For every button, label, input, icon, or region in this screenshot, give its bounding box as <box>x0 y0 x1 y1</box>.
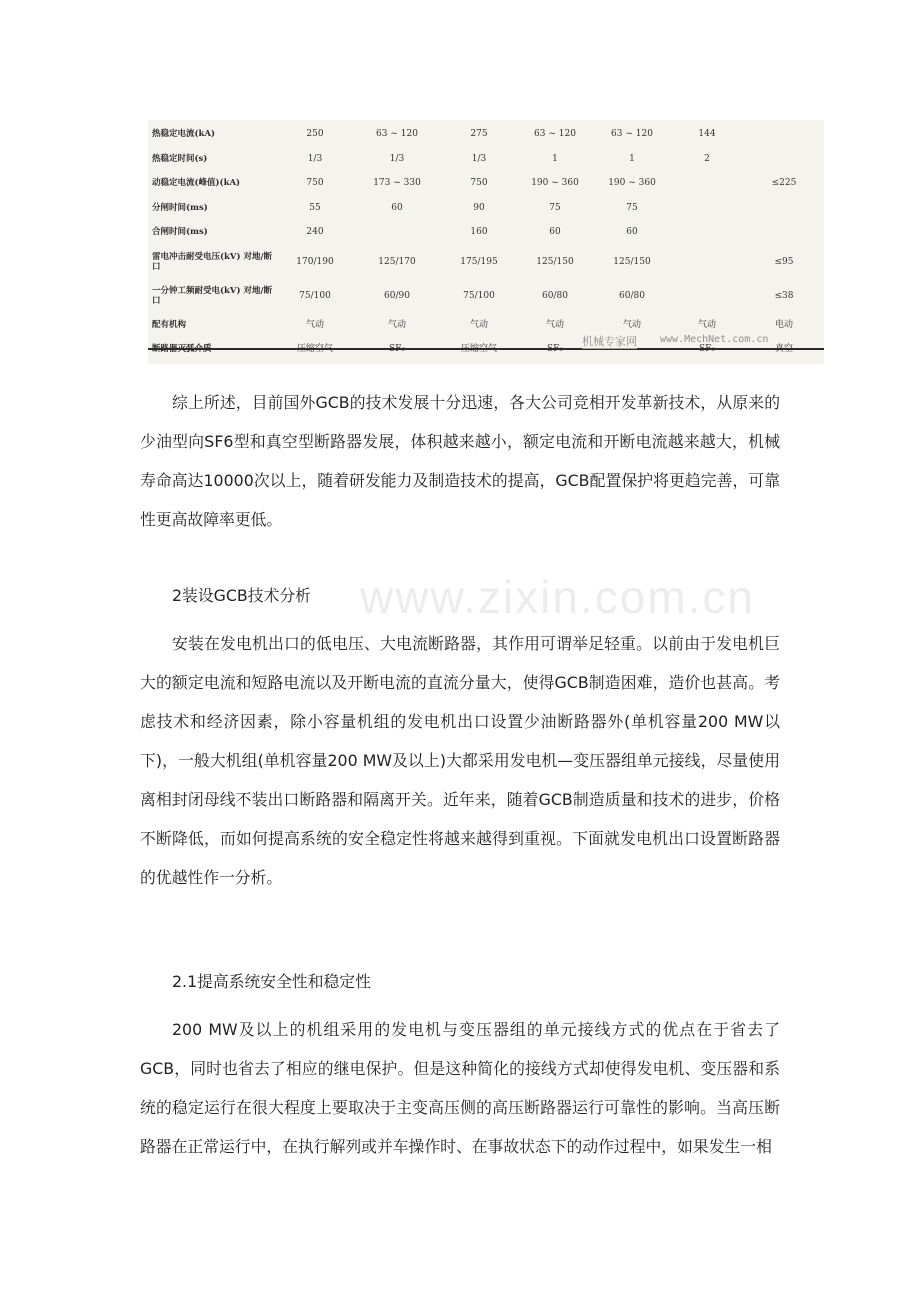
spec-cell <box>670 279 744 313</box>
spec-param-label: 一分钟工频耐受电(kV) 对地/断口 <box>152 285 273 306</box>
spec-table-row <box>148 279 824 313</box>
spec-cell: 170/190 <box>296 256 334 267</box>
spec-cell: 1/3 <box>389 153 405 164</box>
spec-param-label: 配有机构 <box>152 319 187 330</box>
spec-param-label: 分闸时间(ms) <box>152 202 208 213</box>
spec-cell: 气动 <box>697 319 716 330</box>
spec-cell: 气动 <box>387 319 406 330</box>
spec-cell: ≤225 <box>771 178 797 189</box>
spec-cell <box>744 122 824 147</box>
spec-table-scan <box>148 120 824 364</box>
spec-cell: 气动 <box>469 319 488 330</box>
spec-cell <box>744 220 824 245</box>
spec-table-row <box>148 122 824 147</box>
spec-cell: 1 <box>552 153 558 164</box>
spec-cell: 750 <box>470 178 488 189</box>
spec-cell: ≤95 <box>774 256 794 267</box>
spec-table-row <box>148 196 824 221</box>
spec-cell: 90 <box>473 202 485 213</box>
spec-cell: 275 <box>470 129 488 140</box>
spec-cell: 175/195 <box>460 256 498 267</box>
spec-cell: 60/80 <box>619 290 645 301</box>
spec-cell: 240 <box>306 227 324 238</box>
spec-cell: 190 ~ 360 <box>531 178 579 189</box>
spec-param-label: 合闸时间(ms) <box>152 227 208 238</box>
spec-param-label: 动稳定电流(峰值)(kA) <box>152 178 241 189</box>
spec-cell: 125/150 <box>613 256 651 267</box>
spec-cell: 75/100 <box>463 290 495 301</box>
spec-param-label: 热稳定时间(s) <box>152 153 208 164</box>
spec-cell: 75 <box>549 202 561 213</box>
spec-cell: 电动 <box>774 319 793 330</box>
spec-param-label: 雷电冲击耐受电压(kV) 对地/断口 <box>152 251 273 272</box>
spec-cell: 1/3 <box>471 153 487 164</box>
paragraph-stability: 200 MW及以上的机组采用的发电机与变压器组的单元接线方式的优点在于省去了GCB，同时也省去了相应的继电保护。但是这种简化的接线方式却使得发电机、变压器和系统的稳定运行在很大程度上要取决于主变高压侧的高压断路器运行可靠性的影响。当高压断路器在正常运行中，在执行解列或并车操作时、在事故状态下的动作过程中，如果发生一相 <box>140 1020 780 1156</box>
spec-cell: 125/150 <box>536 256 574 267</box>
spec-table-row <box>148 171 824 196</box>
spec-cell: 气动 <box>305 319 324 330</box>
spec-cell: 60 <box>549 227 561 238</box>
spec-cell <box>352 220 442 245</box>
spec-cell: ≤38 <box>774 290 794 301</box>
spec-cell: 75 <box>626 202 638 213</box>
spec-cell: 63 ~ 120 <box>376 129 418 140</box>
spec-cell: 63 ~ 120 <box>534 129 576 140</box>
spec-cell: 75/100 <box>299 290 331 301</box>
spec-cell: 144 <box>698 129 716 140</box>
spec-cell <box>670 245 744 279</box>
paragraph-summary: 综上所述，目前国外GCB的技术发展十分迅速，各大公司竞相开发革新技术，从原来的少油型向SF6型和真空型断路器发展，体积越来越小，额定电流和开断电流越来越大，机械寿命高达10000次以上，随着研发能力及制造技术的提高，GCB配置保护将更趋完善，可靠性更高故障率更低。 <box>140 393 780 529</box>
spec-cell: 63 ~ 120 <box>611 129 653 140</box>
spec-cell <box>670 171 744 196</box>
spec-cell: 190 ~ 360 <box>608 178 656 189</box>
spec-cell: 60/90 <box>384 290 410 301</box>
paragraph-analysis: 安装在发电机出口的低电压、大电流断路器，其作用可谓举足轻重。以前由于发电机巨大的额定电流和短路电流以及开断电流的直流分量大，使得GCB制造困难，造价也甚高。考虑技术和经济因素，除小容量机组的发电机出口设置少油断路器外(单机容量200 MW以下)，一般大机组(单机容量200 MW及以上)大都采用发电机—变压器组单元接线，尽量使用离相封闭母线不装出口断路器和隔离开关。近年来，随着GCB制造质量和技术的进步，价格不断降低，而如何提高系统的安全稳定性将越来越得到重视。下面就发电机出口设置断路器的优越性作一分析。 <box>140 634 780 887</box>
spec-cell: 1 <box>629 153 635 164</box>
spec-cell <box>670 196 744 221</box>
spec-cell <box>744 147 824 172</box>
section-heading-2: 2装设GCB技术分析 <box>172 586 311 605</box>
spec-table-row <box>148 220 824 245</box>
spec-param-label: 热稳定电流(kA) <box>152 129 216 140</box>
section-heading-2-1: 2.1提高系统安全性和稳定性 <box>172 972 371 991</box>
spec-cell: 2 <box>704 153 710 164</box>
watermark-mechnet-cn: 机械专家网 <box>582 335 637 348</box>
spec-cell: 气动 <box>622 319 641 330</box>
spec-cell: 160 <box>470 227 488 238</box>
spec-table-row <box>148 147 824 172</box>
spec-cell: 125/170 <box>378 256 416 267</box>
table-bottom-rule <box>148 348 824 350</box>
spec-cell: 60/80 <box>542 290 568 301</box>
spec-cell: 55 <box>309 202 321 213</box>
spec-cell <box>744 196 824 221</box>
spec-cell: 1/3 <box>307 153 323 164</box>
spec-table <box>148 122 824 362</box>
spec-cell: 250 <box>306 129 324 140</box>
spec-cell: 750 <box>306 178 324 189</box>
spec-cell: 60 <box>391 202 403 213</box>
watermark-mechnet-url: www.MechNet.com.cn <box>660 334 769 345</box>
spec-cell: 气动 <box>545 319 564 330</box>
spec-cell <box>670 220 744 245</box>
spec-table-row <box>148 245 824 279</box>
spec-cell: 173 ~ 330 <box>373 178 421 189</box>
spec-cell: 60 <box>626 227 638 238</box>
background-watermark: www.zixin.com.cn <box>360 571 755 623</box>
